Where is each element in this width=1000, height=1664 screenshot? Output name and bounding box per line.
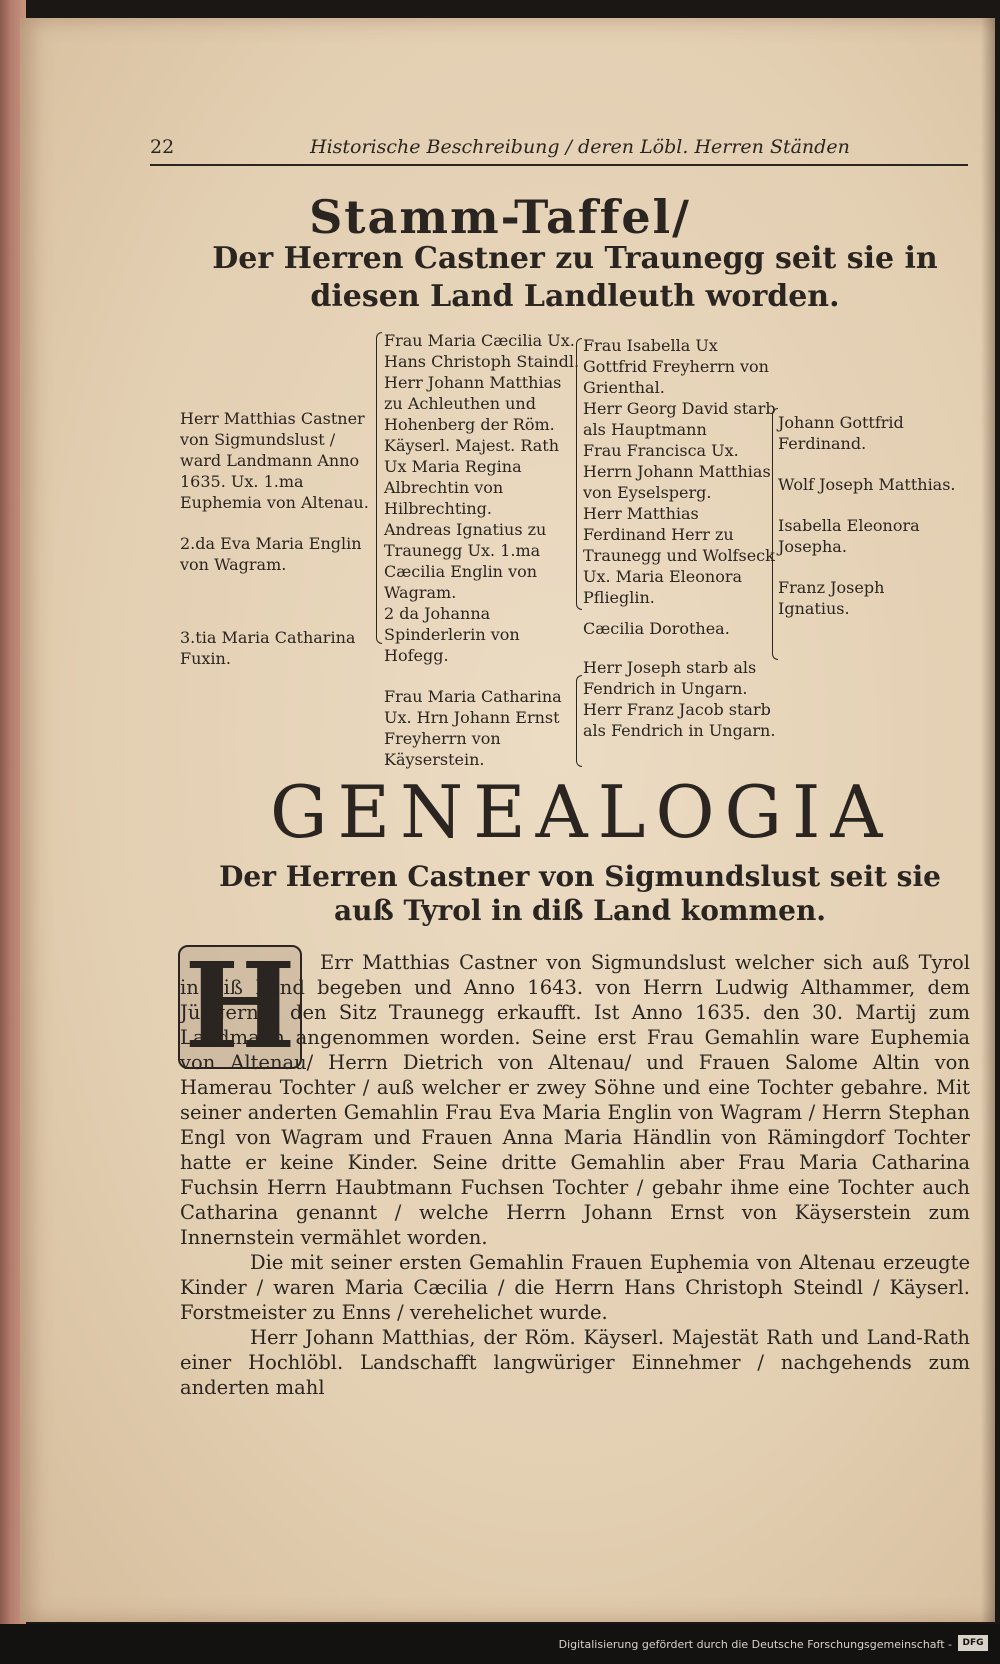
tree-entry: Wolf Joseph Matthias. [778,475,956,494]
genealogia-subtitle: Der Herren Castner von Sigmundslust seit sie auß Tyrol in diß Land kommen. [219,860,941,927]
tree-entry: Herr Matthias Ferdinand Herr zu Traunegg und Wolfseck Ux. Maria Eleonora Pflieglin. [583,504,775,607]
tree-column-3 [583,335,779,741]
tree-entry: Frau Isabella Ux Gottfrid Freyherrn von Grienthal. [583,336,769,397]
body-text [180,950,970,1400]
tree-brace [576,338,582,610]
decorative-initial: H [178,945,302,1069]
tree-entry: 3.tia Maria Catharina Fuxin. [180,628,356,668]
tree-entry: Cæcilia Dorothea. [583,619,730,638]
stammtafel-title: Stamm-Taffel/ [309,190,691,244]
page-edge-shadow [981,18,995,1622]
tree-entry: Herr Franz Jacob starb als Fendrich in Ungarn. [583,700,776,740]
tree-column-2 [384,330,580,770]
paragraph: Die mit seiner ersten Gemahlin Frauen Euphemia von Altenau erzeugte Kinder / waren Maria Cæcilia / die Herrn Hans Christoph Steindl / Käyserl. Forstmeister zu Enns / verehelichet wurde. [180,1251,970,1324]
tree-column-1 [180,408,376,669]
tree-entry: Herr Joseph starb als Fendrich in Ungarn. [583,658,757,698]
page-number: 22 [150,136,175,158]
tree-entry: Isabella Eleonora Josepha. [778,516,920,556]
tree-column-4 [778,412,958,619]
paragraph: Err Matthias Castner von Sigmundslust welcher sich auß Tyrol in diß Land begeben und Anno 1643. von Herrn Ludwig Althammer, dem Jüngern / den Sitz Traunegg erkaufft. Ist Anno 1635. den 30. Martij zum Landmann angenommen worden. Seine erst Frau Gemahlin ware Euphemia von Altenau/ Herrn Dietrich von Altenau/ und Frauen Salome Altin von Hamerau Tochter / auß welcher er zwey Söhne und eine Tochter gebahre. Mit seiner anderten Gemahlin Frau Eva Maria Englin von Wagram / Herrn Stephan Engl von Wagram und Frauen Anna Maria Händlin von Rämingdorf Tochter hatte er keine Kinder. Seine dritte Gemahlin aber Frau Maria Catharina Fuchsin Herrn Haubtmann Fuchsen Tochter / gebahr ihme eine Tochter auch Catharina genannt / welche Herrn Johann Ernst von Käyserstein zum Innernstein vermählet worden. [180,951,970,1249]
running-title: Historische Beschreibung / deren Löbl. Herren Ständen [310,136,850,158]
tree-entry: Franz Joseph Ignatius. [778,578,885,618]
stammtafel-subtitle: Der Herren Castner zu Traunegg seit sie in diesen Land Landleuth worden. [212,241,938,314]
running-head [150,130,968,166]
footer-bar [0,1624,1000,1664]
tree-entry: Frau Francisca Ux. Herrn Johann Matthias von Eyselsperg. [583,441,771,502]
dfg-logo-icon: DFG [958,1635,988,1651]
tree-entry: Johann Gottfrid Ferdinand. [778,413,904,453]
tree-entry: Frau Maria Catharina Ux. Hrn Johann Ernst Freyherrn von Käyserstein. [384,687,562,769]
paragraph: Herr Johann Matthias, der Röm. Käyserl. Majestät Rath und Land-Rath einer Hochlöbl. Landschafft langwüriger Einnehmer / nachgehends zum anderten mahl [180,1326,970,1399]
tree-entry: Herr Georg David starb als Hauptmann [583,399,776,439]
tree-entry: 2 da Johanna Spinderlerin von Hofegg. [384,604,520,665]
genealogia-title: GENEALOGIA [270,770,893,854]
tree-entry: Herr Matthias Castner von Sigmundslust / ward Landmann Anno 1635. Ux. 1.ma Euphemia von Altenau. [180,409,369,512]
tree-entry: 2.da Eva Maria Englin von Wagram. [180,534,362,574]
tree-entry: Frau Maria Cæcilia Ux. Hans Christoph Staindl. [384,331,580,371]
tree-entry: Herr Johann Matthias zu Achleuthen und Hohenberg der Röm. Käyserl. Majest. Rath Ux Maria Regina Albrechtin von Hilbrechting. [384,373,562,518]
funding-credit: Digitalisierung gefördert durch die Deutsche Forschungsgemeinschaft - [558,1638,952,1651]
tree-entry: Andreas Ignatius zu Traunegg Ux. 1.ma Cæcilia Englin von Wagram. [384,520,547,602]
tree-brace [376,332,382,644]
tree-brace [576,675,582,767]
